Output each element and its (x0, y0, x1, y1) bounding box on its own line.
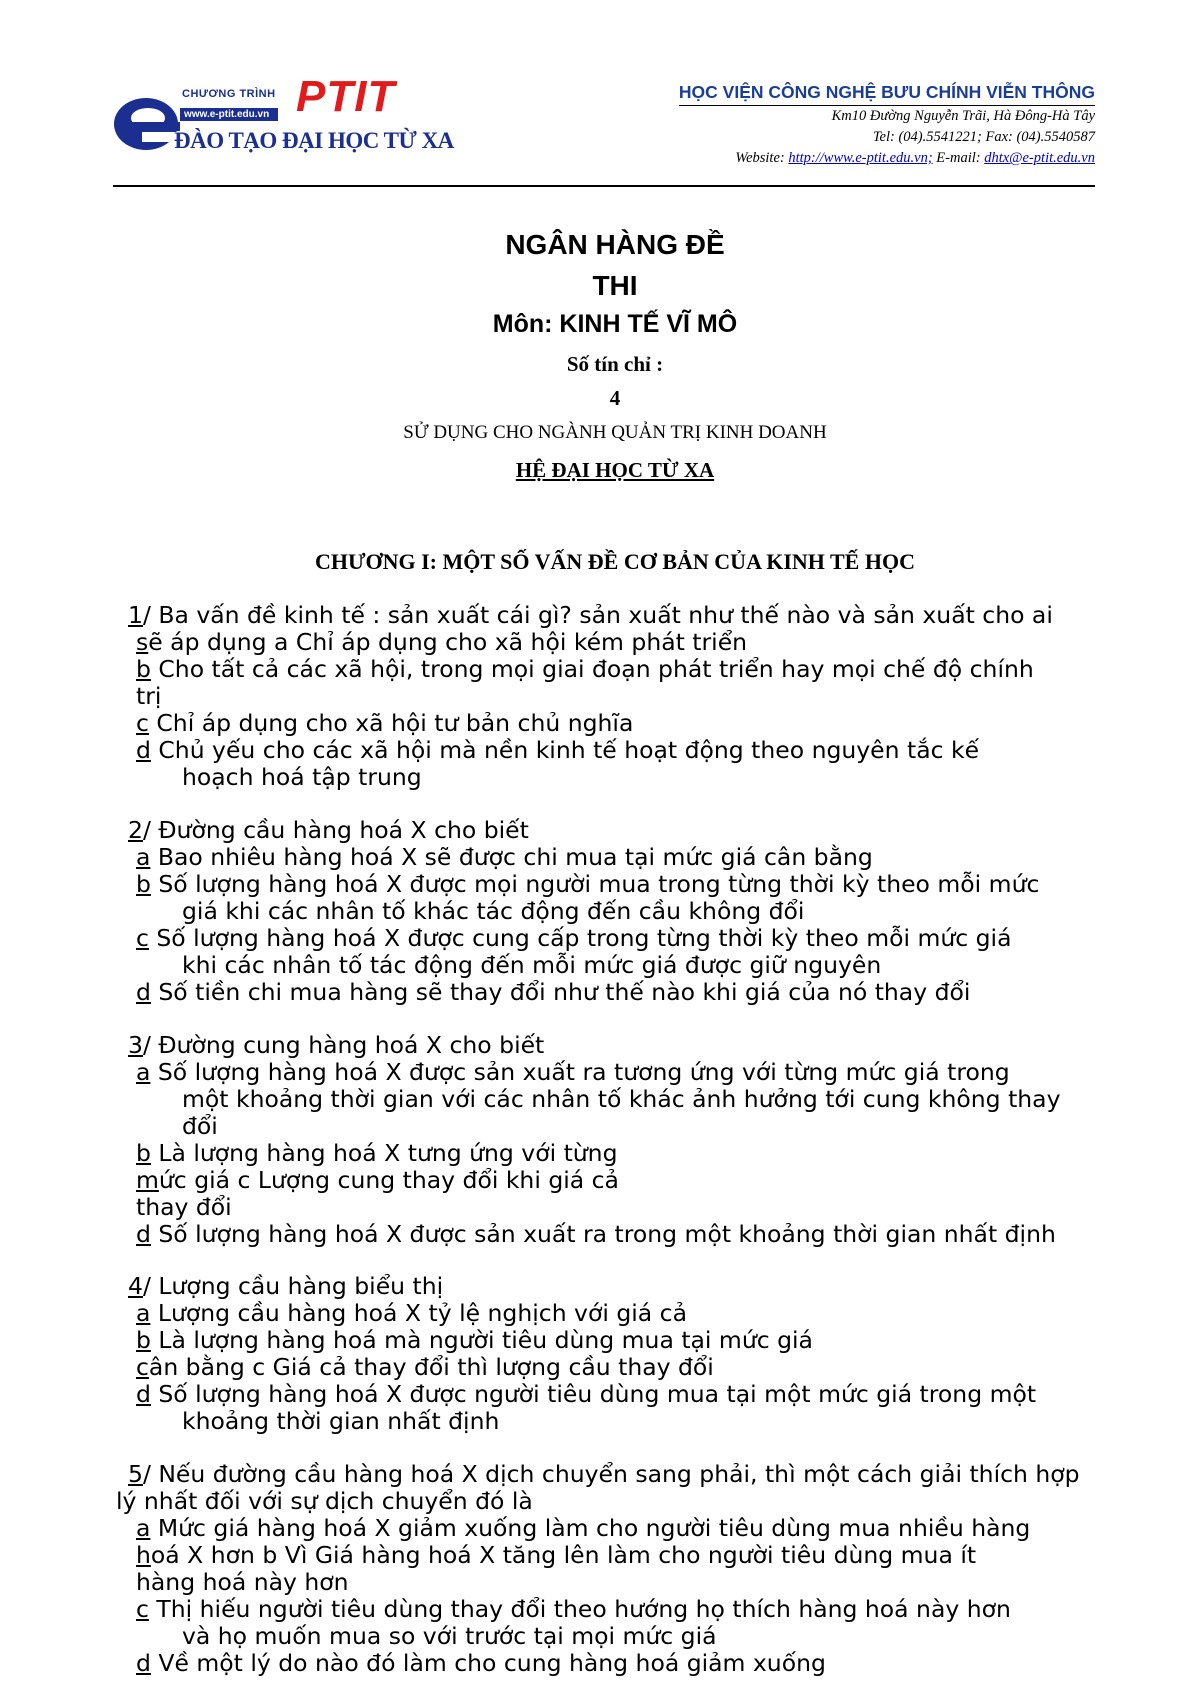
line-text: Bao nhiêu hàng hoá X sẽ được chi mua tại mức giá cân bằng (150, 843, 873, 871)
question-4-line (182, 1408, 499, 1435)
question-5-line (116, 1488, 533, 1515)
line-text: Số lượng hàng hoá X được sản xuất ra tương ứng với từng mức giá trong (150, 1058, 1010, 1086)
e-logo-icon (112, 84, 182, 154)
ptit-logo (112, 72, 454, 160)
line-text: thay đổi (136, 1193, 232, 1221)
line-text: khoảng thời gian nhất định (182, 1407, 500, 1435)
line-text: khi các nhân tố tác động đến mỗi mức giá được giữ nguyên (182, 951, 882, 979)
question-3-stem (128, 1032, 544, 1059)
website-link[interactable]: http://www.e-ptit.edu.vn; (788, 150, 933, 166)
option-letter: 5 (128, 1460, 143, 1488)
logo-program-label: CHƯƠNG TRÌNH (182, 88, 276, 100)
line-text: và họ muốn mua so với trước tại mọi mức giá (182, 1622, 717, 1650)
line-text: / Ba vấn đề kinh tế : sản xuất cái gì? sản xuất như thế nào và sản xuất cho ai (142, 601, 1053, 629)
line-text: hàng hoá này hơn (136, 1568, 349, 1596)
question-2-line (136, 871, 1039, 898)
question-2-line (136, 979, 970, 1006)
question-3-line (136, 1140, 618, 1167)
question-1-line (136, 683, 161, 710)
question-3-line (182, 1086, 1061, 1113)
institution-block (679, 82, 1095, 169)
institution-name: HỌC VIỆN CÔNG NGHỆ BƯU CHÍNH VIỄN THÔNG (679, 82, 1095, 106)
question-4-line (136, 1300, 687, 1327)
question-1-stem (128, 602, 1053, 629)
option-letter: b (136, 1139, 151, 1167)
title-line-2: THI (592, 270, 638, 301)
question-2-line (182, 898, 804, 925)
option-letter: d (136, 1380, 151, 1408)
line-text: lý nhất đối với sự dịch chuyển đó là (116, 1487, 533, 1515)
line-text: oá X hơn b Vì Giá hàng hoá X tăng lên làm cho người tiêu dùng mua ít (150, 1541, 977, 1569)
credits-label: Số tín chỉ : (566, 352, 664, 376)
line-text: Cho tất cả các xã hội, trong mọi giai đoạn phát triển hay mọi chế độ chính (150, 655, 1034, 683)
question-5-line (136, 1650, 826, 1677)
question-1-line (136, 710, 633, 737)
institution-address: Km10 Đường Nguyễn Trãi, Hà Đông-Hà Tây (831, 108, 1095, 124)
logo-url-badge: www.e-ptit.edu.vn (180, 108, 278, 121)
question-2-stem (128, 817, 529, 844)
line-text: ân bằng c Giá cả thay đổi thì lượng cầu thay đổi (148, 1353, 714, 1381)
option-letter: b (136, 870, 151, 898)
question-5-line (136, 1596, 1011, 1623)
line-text: Là lượng hàng hoá mà người tiêu dùng mua tại mức giá (150, 1326, 813, 1354)
question-3-line (136, 1194, 232, 1221)
line-text: Số lượng hàng hoá X được người tiêu dùng mua tại một mức giá trong một (150, 1380, 1037, 1408)
question-1-line (182, 764, 422, 791)
line-text: ức giá c Lượng cung thay đổi khi giá cả (158, 1166, 619, 1194)
line-text: Là lượng hàng hoá X tưng ứng với từng (150, 1139, 618, 1167)
option-letter: a (136, 1514, 151, 1542)
option-letter: 3 (128, 1031, 143, 1059)
question-5-stem (128, 1461, 1080, 1488)
question-4-line (136, 1327, 813, 1354)
option-letter: a (136, 843, 151, 871)
option-letter: d (136, 736, 151, 764)
email-link[interactable]: dhtx@e-ptit.edu.vn (984, 150, 1095, 166)
question-4-stem (128, 1273, 443, 1300)
system-line (0, 458, 1200, 483)
option-letter: d (136, 1220, 151, 1248)
option-letter: 2 (128, 816, 143, 844)
line-text: Số lượng hàng hoá X được cung cấp trong từng thời kỳ theo mỗi mức giá (148, 924, 1012, 952)
option-letter: b (136, 1326, 151, 1354)
line-text: / Đường cung hàng hoá X cho biết (142, 1031, 545, 1059)
option-letter: a (136, 1058, 151, 1086)
question-1-line (136, 737, 979, 764)
question-3-line (136, 1059, 1010, 1086)
line-text: hoạch hoá tập trung (182, 763, 422, 791)
question-3-line (182, 1113, 218, 1140)
question-4-line (136, 1354, 714, 1381)
question-2-line (136, 844, 873, 871)
credits-value: 4 (609, 386, 621, 410)
line-text: Số lượng hàng hoá X được mọi người mua trong từng thời kỳ theo mỗi mức (150, 870, 1040, 898)
line-text: giá khi các nhân tố khác tác động đến cầu không đổi (182, 897, 805, 925)
line-text: / Đường cầu hàng hoá X cho biết (142, 816, 529, 844)
subject-title: Môn: KINH TẾ VĨ MÔ (492, 310, 738, 338)
line-text: trị (136, 682, 162, 710)
line-text: / Nếu đường cầu hàng hoá X dịch chuyển sang phải, thì một cách giải thích hợp (142, 1460, 1080, 1488)
header-divider (113, 185, 1095, 187)
usage-line: SỬ DỤNG CHO NGÀNH QUẢN TRỊ KINH DOANH (403, 422, 827, 443)
question-5-line (136, 1569, 349, 1596)
question-4-line (136, 1381, 1036, 1408)
logo-brand: PTIT (296, 72, 396, 121)
option-letter: d (136, 978, 151, 1006)
line-text: Chỉ áp dụng cho xã hội tư bản chủ nghĩa (148, 709, 634, 737)
question-5-line (136, 1542, 976, 1569)
option-letter: c (136, 1353, 149, 1381)
option-letter: h (136, 1541, 151, 1569)
institution-phone-fax: Tel: (04).5541221; Fax: (04).5540587 (872, 129, 1095, 145)
question-2-line (136, 925, 1012, 952)
institution-contacts (679, 148, 1095, 169)
option-letter: c (136, 709, 149, 737)
title-line-1: NGÂN HÀNG ĐỀ (505, 229, 725, 260)
option-letter: 4 (128, 1272, 143, 1300)
line-text: đổi (182, 1112, 218, 1140)
line-text: Số lượng hàng hoá X được sản xuất ra trong một khoảng thời gian nhất định (150, 1220, 1056, 1248)
logo-subtitle: ĐÀO TẠO ĐẠI HỌC TỪ XA (174, 128, 454, 153)
question-5-line (182, 1623, 717, 1650)
question-1-line (136, 656, 1034, 683)
line-text: Về một lý do nào đó làm cho cung hàng hoá giảm xuống (150, 1649, 826, 1677)
chapter-heading: CHƯƠNG I: MỘT SỐ VẤN ĐỀ CƠ BẢN CỦA KINH TẾ HỌC (315, 549, 915, 574)
option-letter: c (136, 924, 149, 952)
option-letter: d (136, 1649, 151, 1677)
line-text: một khoảng thời gian với các nhân tố khác ảnh hưởng tới cung không thay (182, 1085, 1061, 1113)
line-text: Chủ yếu cho các xã hội mà nền kinh tế hoạt động theo nguyên tắc kế (150, 736, 980, 764)
system-text: HỆ ĐẠI HỌC TỪ XA (515, 458, 715, 482)
option-letter: 1 (128, 601, 143, 629)
question-5-line (136, 1515, 1030, 1542)
question-3-line (136, 1167, 619, 1194)
line-text: / Lượng cầu hàng biểu thị (142, 1272, 444, 1300)
option-letter: m (136, 1166, 159, 1194)
question-1-line (136, 629, 747, 656)
line-text: Số tiền chi mua hàng sẽ thay đổi như thế nào khi giá của nó thay đổi (150, 978, 971, 1006)
email-label: E-mail: (932, 150, 985, 166)
option-letter: c (136, 1595, 149, 1623)
option-letter: s (136, 628, 149, 656)
website-label: Website: (735, 150, 789, 166)
line-text: Lượng cầu hàng hoá X tỷ lệ nghịch với giá cả (150, 1299, 687, 1327)
question-3-line (136, 1221, 1056, 1248)
line-text: Thị hiếu người tiêu dùng thay đổi theo hướng họ thích hàng hoá này hơn (148, 1595, 1011, 1623)
question-2-line (182, 952, 881, 979)
option-letter: a (136, 1299, 151, 1327)
line-text: ẽ áp dụng a Chỉ áp dụng cho xã hội kém phát triển (148, 628, 748, 656)
option-letter: b (136, 655, 151, 683)
line-text: Mức giá hàng hoá X giảm xuống làm cho người tiêu dùng mua nhiều hàng (150, 1514, 1031, 1542)
